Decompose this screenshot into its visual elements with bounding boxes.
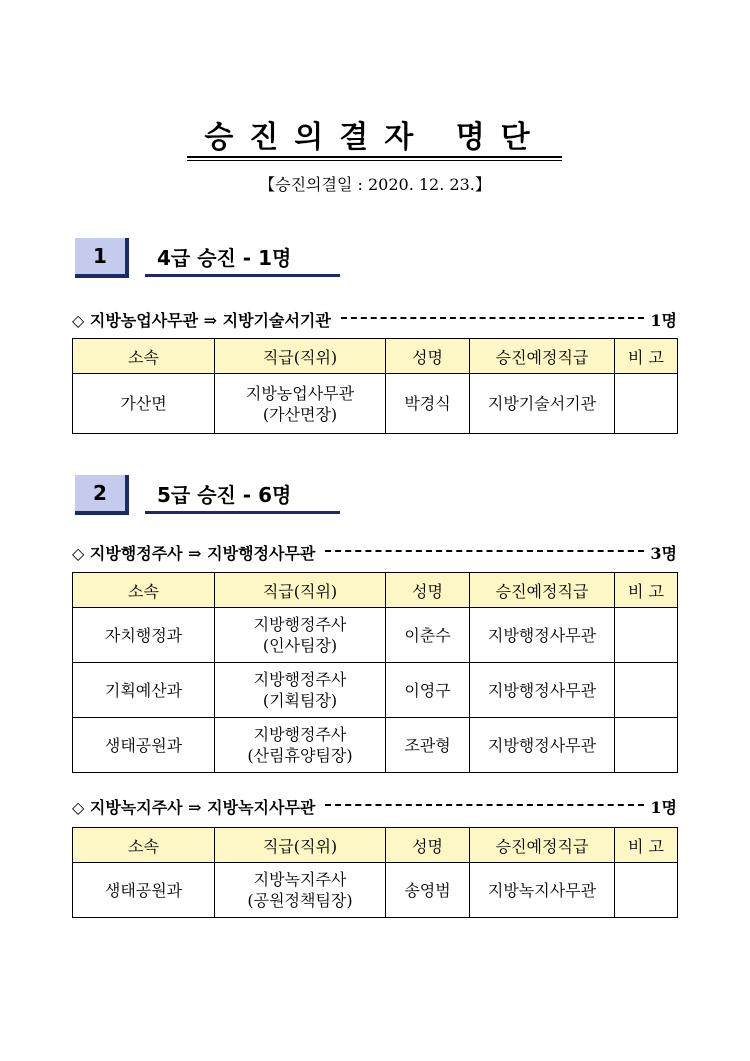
position-title: (인사팀장) <box>262 636 338 655</box>
rank-title: 지방녹지주사 <box>253 870 347 889</box>
promotion-group <box>72 795 677 818</box>
header-target: 승진예정직급 <box>470 573 615 608</box>
header-name: 성명 <box>386 339 470 374</box>
position-title: (공원정책팀장) <box>247 891 353 910</box>
header-dept: 소속 <box>73 339 215 374</box>
dashed-leader <box>325 550 644 552</box>
promotion-table <box>72 827 678 918</box>
section-number: 1 <box>75 238 129 278</box>
cell-dept: 가산면 <box>73 374 215 434</box>
group-count: 1명 <box>650 311 677 330</box>
cell-note <box>615 718 678 773</box>
header-note: 비 고 <box>615 339 678 374</box>
rank-title: 지방농업사무관 <box>245 383 355 403</box>
cell-rank <box>215 608 386 663</box>
cell-rank <box>215 374 386 434</box>
header-target: 승진예정직급 <box>470 339 615 374</box>
promotion-table <box>72 572 678 773</box>
promotion-group <box>72 308 677 331</box>
group-label: ◇ 지방농업사무관 ⇒ 지방기술서기관 <box>72 311 331 330</box>
header-rank: 직급(직위) <box>215 339 386 374</box>
table-header-row <box>73 828 678 863</box>
cell-dept: 자치행정과 <box>73 608 215 663</box>
document-title: 승진의결자 명단 <box>204 120 546 155</box>
header-note: 비 고 <box>615 573 678 608</box>
title-underline-thin <box>187 160 562 161</box>
cell-dept: 기획예산과 <box>73 663 215 718</box>
dashed-leader <box>341 317 645 319</box>
cell-target: 지방행정사무관 <box>470 718 615 773</box>
position-title: (산림휴양팀장) <box>247 746 353 765</box>
section-underline <box>145 511 340 514</box>
cell-target: 지방행정사무관 <box>470 608 615 663</box>
promotion-group <box>72 541 677 564</box>
cell-rank <box>215 863 386 918</box>
cell-target: 지방녹지사무관 <box>470 863 615 918</box>
cell-note <box>615 374 678 434</box>
header-target: 승진예정직급 <box>470 828 615 863</box>
table-header-row <box>73 339 678 374</box>
position-title: (가산면장) <box>262 404 338 424</box>
cell-name: 이영구 <box>386 663 470 718</box>
header-dept: 소속 <box>73 573 215 608</box>
cell-dept: 생태공원과 <box>73 718 215 773</box>
table-row <box>73 608 678 663</box>
header-name: 성명 <box>386 828 470 863</box>
cell-note <box>615 863 678 918</box>
section-title: 5급 승진 - 6명 <box>157 483 292 507</box>
group-label: ◇ 지방녹지주사 ⇒ 지방녹지사무관 <box>72 798 316 817</box>
promotion-table <box>72 338 678 434</box>
table-row <box>73 374 678 434</box>
table-row <box>73 718 678 773</box>
group-count: 1명 <box>650 798 677 817</box>
cell-name: 박경식 <box>386 374 470 434</box>
dashed-leader <box>325 804 644 806</box>
section-number: 2 <box>75 475 129 515</box>
cell-target: 지방기술서기관 <box>470 374 615 434</box>
header-dept: 소속 <box>73 828 215 863</box>
cell-dept: 생태공원과 <box>73 863 215 918</box>
cell-name: 송영범 <box>386 863 470 918</box>
cell-target: 지방행정사무관 <box>470 663 615 718</box>
group-label: ◇ 지방행정주사 ⇒ 지방행정사무관 <box>72 544 316 563</box>
section-underline <box>145 274 340 277</box>
cell-note <box>615 608 678 663</box>
header-rank: 직급(직위) <box>215 828 386 863</box>
title-underline <box>187 156 562 158</box>
table-row <box>73 863 678 918</box>
rank-title: 지방행정주사 <box>253 615 347 634</box>
position-title: (기획팀장) <box>262 691 338 710</box>
header-note: 비 고 <box>615 828 678 863</box>
cell-note <box>615 663 678 718</box>
header-rank: 직급(직위) <box>215 573 386 608</box>
header-name: 성명 <box>386 573 470 608</box>
cell-name: 조관형 <box>386 718 470 773</box>
rank-title: 지방행정주사 <box>253 725 347 744</box>
table-row <box>73 663 678 718</box>
rank-title: 지방행정주사 <box>253 670 347 689</box>
table-header-row <box>73 573 678 608</box>
cell-name: 이춘수 <box>386 608 470 663</box>
decision-date: 【승진의결일 : 2020. 12. 23.】 <box>259 175 491 194</box>
cell-rank <box>215 718 386 773</box>
group-count: 3명 <box>650 544 677 563</box>
cell-rank <box>215 663 386 718</box>
section-title: 4급 승진 - 1명 <box>157 246 292 270</box>
